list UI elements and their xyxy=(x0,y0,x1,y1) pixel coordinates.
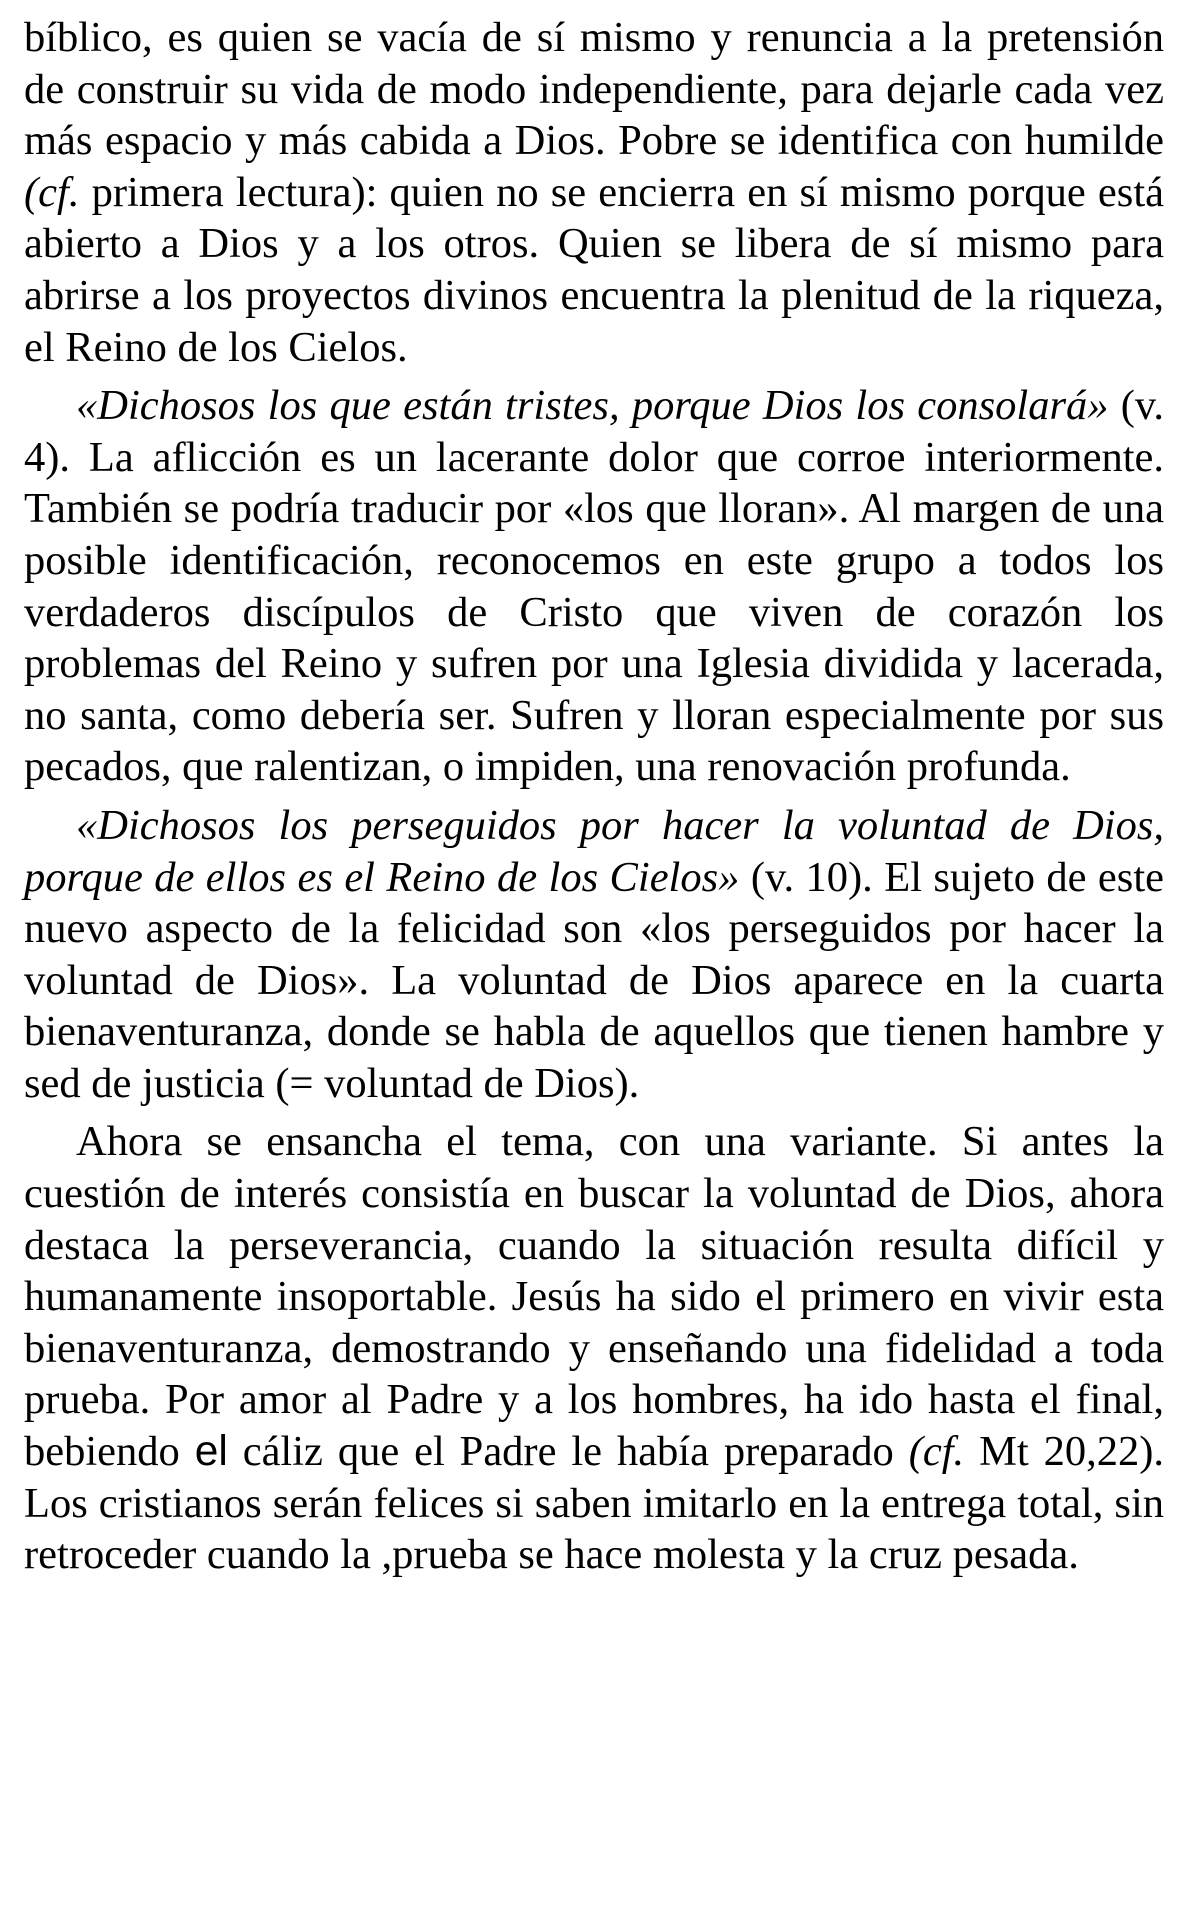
beatitude-quote: «Dichosos los perseguidos por hacer la voluntad de Dios, porque de ellos es el Reino de los Cielos» xyxy=(24,801,1164,901)
beatitude-quote: «Dichosos los que están tristes, porque Dios los consolará» xyxy=(76,382,1109,430)
paragraph-4 xyxy=(24,1116,1164,1580)
paragraph-1 xyxy=(24,12,1164,373)
paragraph-2 xyxy=(24,380,1164,793)
text-run: Ahora se ensancha el tema, con una variante. Si antes la cuestión de interés consistía en buscar la voluntad de Dios, ahora destaca la perseverancia, cuando la situación resulta difícil y humanamente insoportable. Jesús ha sido el primero en vivir esta bienaventuranza, demostrando y enseñando una fidelidad a toda prueba. Por amor al Padre y a los hombres, ha ido hasta el final, bebiendo xyxy=(24,1118,1164,1476)
text-run: primera lectura): quien no se encierra en sí mismo porque está abierto a Dios y a los otros. Quien se libera de sí mismo para abrirse a los proyectos divinos encuentra la plenitud de la riqueza, el Reino de los Cielos. xyxy=(24,168,1164,371)
text-run: (v. 10). El sujeto de este nuevo aspecto de la felicidad son «los perseguidos por hacer la voluntad de Dios». La voluntad de Dios aparece en la cuarta bienaventuranza, donde se habla de aquellos que tienen hambre y sed de justicia (= voluntad de Dios). xyxy=(24,853,1164,1107)
text-run-sans: el xyxy=(194,1428,228,1476)
text-run: bíblico, es quien se vacía de sí mismo y renuncia a la pretensión de construir su vida de modo independiente, para dejarle cada vez más espacio y más cabida a Dios. Pobre se identifica con humilde xyxy=(24,14,1164,165)
citation-cf: (cf. xyxy=(908,1428,965,1476)
text-run: Mt 20,22). Los cristianos serán felices si saben imitarlo en la entrega total, sin retroceder cuando la ,prueba se hace molesta y la cruz pesada. xyxy=(24,1428,1164,1579)
paragraph-3 xyxy=(24,800,1164,1110)
text-run: (v. 4). La aflicción es un lacerante dolor que corroe interiormente. También se podría traducir por «los que lloran». Al margen de una posible identificación, reconocemos en este grupo a todos los verdaderos discípulos de Cristo que viven de corazón los problemas del Reino y sufren por una Iglesia dividida y lacerada, no santa, como debería ser. Sufren y lloran especialmente por sus pecados, que ralentizan, o impiden, una renovación profunda. xyxy=(24,382,1164,791)
text-run: cáliz que el Padre le había preparado xyxy=(227,1428,909,1476)
citation-cf: (cf. xyxy=(24,168,80,216)
document-page xyxy=(24,12,1164,1581)
